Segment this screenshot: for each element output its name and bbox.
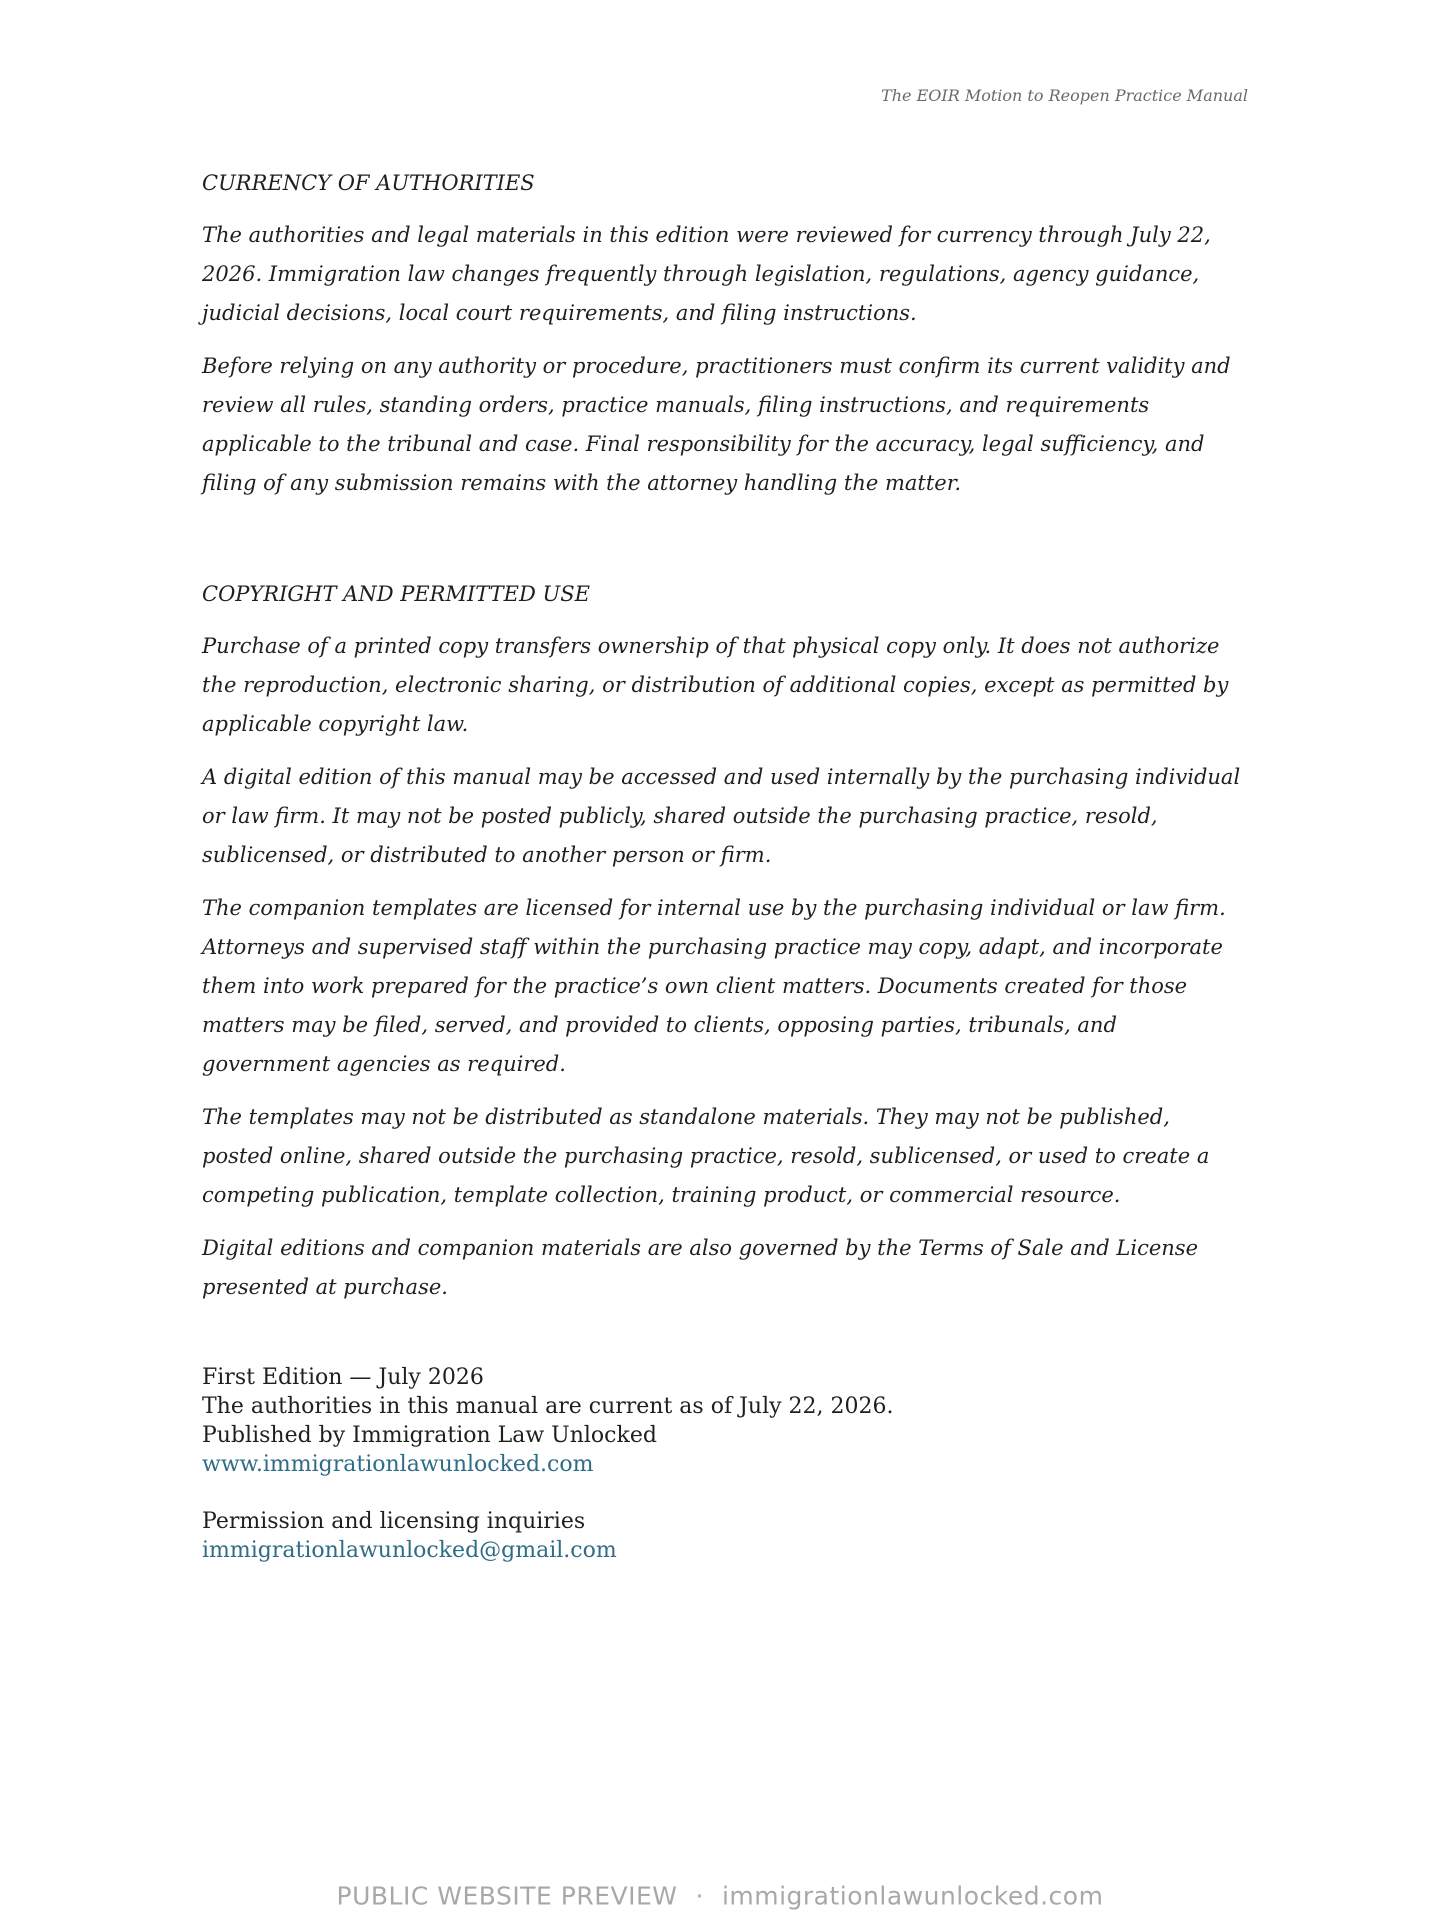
preview-label: PUBLIC WEBSITE PREVIEW bbox=[336, 1881, 678, 1911]
running-header-title: The EOIR Motion to Reopen Practice Manual bbox=[881, 86, 1248, 105]
paragraph: The templates may not be distributed as standalone materials. They may not be published, posted online, shared outside the purchasing practice, resold, sublicensed, or used to create a competing publication, template collection, training product, or commercial resource. bbox=[202, 1105, 1210, 1207]
edition-line: First Edition — July 2026 bbox=[202, 1365, 484, 1390]
section-heading: COPYRIGHT AND PERMITTED USE bbox=[202, 582, 590, 606]
paragraph: Digital editions and companion materials are also governed by the Terms of Sale and License presented at purchase. bbox=[202, 1236, 1198, 1299]
colophon-spacer bbox=[202, 1479, 1242, 1507]
footer-site: immigrationlawunlocked.com bbox=[721, 1881, 1104, 1911]
page-content bbox=[202, 168, 1242, 1565]
colophon bbox=[202, 1363, 1242, 1565]
inquiries-label: Permission and licensing inquiries bbox=[202, 1509, 586, 1534]
currency-note: The authorities in this manual are current as of July 22, 2026. bbox=[202, 1394, 894, 1419]
publisher-line: Published by Immigration Law Unlocked bbox=[202, 1423, 657, 1448]
email-link[interactable]: immigrationlawunlocked@gmail.com bbox=[202, 1538, 617, 1563]
section-copyright-and-permitted-use bbox=[202, 579, 1242, 1307]
website-link[interactable]: www.immigrationlawunlocked.com bbox=[202, 1452, 594, 1477]
paragraph: The authorities and legal materials in this edition were reviewed for currency through July 22, 2026. Immigration law changes frequently through legislation, regulations, agency guidance, judicial decisions, local court requirements, and filing instructions. bbox=[202, 223, 1211, 325]
paragraph: A digital edition of this manual may be accessed and used internally by the purchasing individual or law firm. It may not be posted publicly, shared outside the purchasing practice, resold, sublicensed, or distributed to another person or firm. bbox=[202, 765, 1241, 867]
section-heading: CURRENCY OF AUTHORITIES bbox=[202, 171, 535, 195]
section-currency-of-authorities bbox=[202, 168, 1242, 503]
section-spacer bbox=[202, 517, 1242, 579]
paragraph: Before relying on any authority or procedure, practitioners must confirm its current validity and review all rules, standing orders, practice manuals, filing instructions, and requirements applicable to the tribunal and case. Final responsibility for the accuracy, legal sufficiency, and filing of any submission remains with the attorney handling the matter. bbox=[202, 354, 1231, 495]
paragraph: Purchase of a printed copy transfers ownership of that physical copy only. It does not authorize the reproduction, electronic sharing, or distribution of additional copies, except as permitted by applicable copyright law. bbox=[202, 634, 1229, 736]
paragraph: The companion templates are licensed for internal use by the purchasing individual or law firm. Attorneys and supervised staff within the purchasing practice may copy, adapt, and incorporate them into work prepared for the practice’s own client matters. Documents created for those matters may be filed, served, and provided to clients, opposing parties, tribunals, and government agencies as required. bbox=[202, 896, 1226, 1076]
preview-footer bbox=[0, 1882, 1440, 1911]
footer-separator: · bbox=[695, 1881, 704, 1911]
